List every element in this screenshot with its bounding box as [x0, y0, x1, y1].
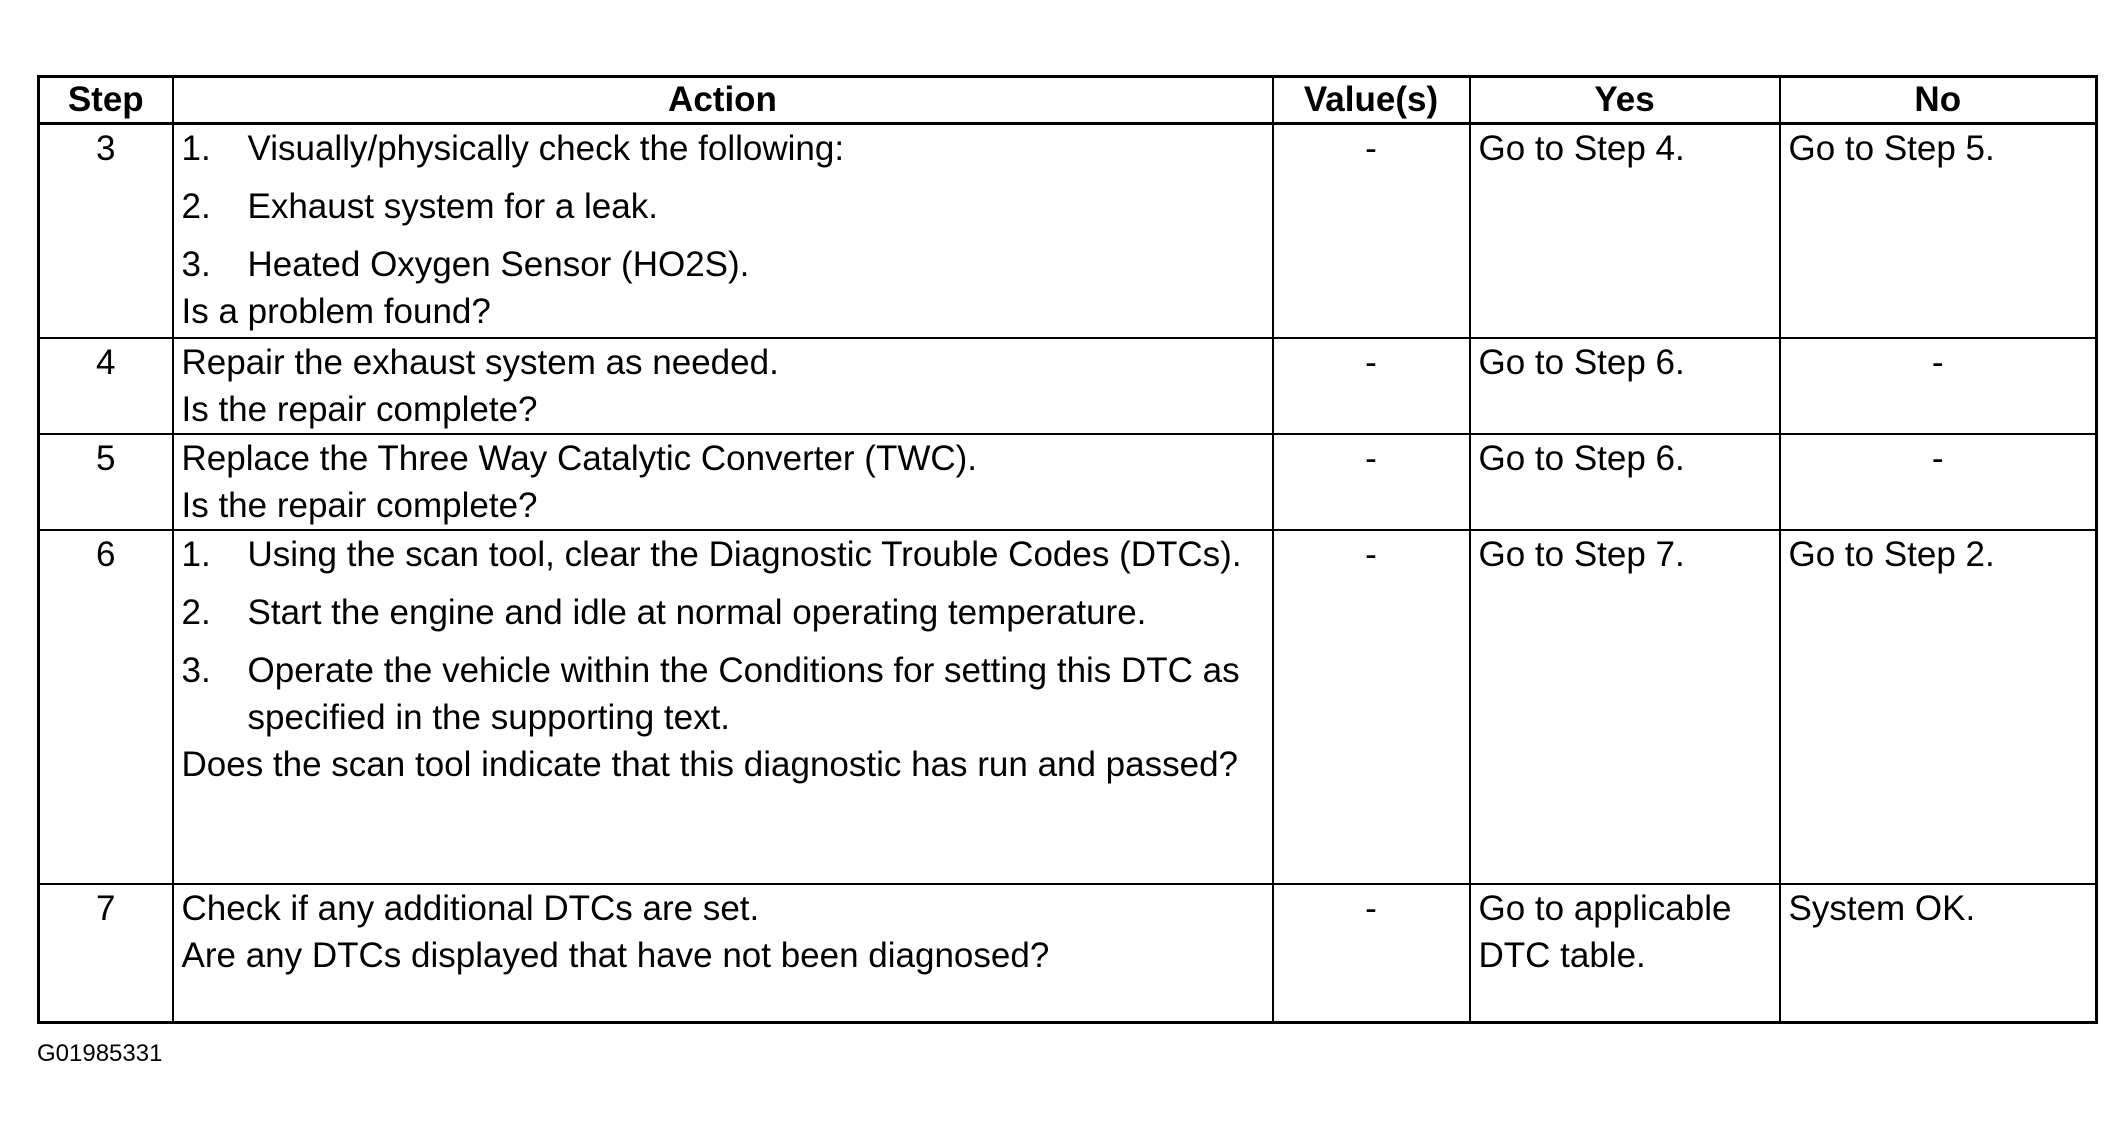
- table-row: [39, 434, 2097, 530]
- yes-cell: Go to Step 6.: [1470, 338, 1780, 434]
- value-cell: -: [1273, 434, 1470, 530]
- list-number: 2.: [181, 592, 211, 632]
- list-text: Using the scan tool, clear the Diagnostic Trouble Codes (DTCs).: [247, 534, 1242, 574]
- no-cell: Go to Step 5.: [1780, 124, 2097, 338]
- table-row: [39, 884, 2097, 1023]
- action-line: Check if any additional DTCs are set.: [181, 888, 760, 928]
- action-cell: [173, 884, 1273, 1023]
- step-number: 4: [39, 338, 173, 434]
- list-number: 1.: [181, 129, 211, 168]
- action-line: Replace the Three Way Catalytic Converter (TWC).: [181, 438, 978, 478]
- action-question: Is the repair complete?: [181, 485, 538, 525]
- header-yes: Yes: [1470, 77, 1780, 124]
- diagnostic-table: [37, 75, 2098, 1024]
- no-cell: Go to Step 2.: [1780, 530, 2097, 884]
- value-cell: -: [1273, 124, 1470, 338]
- action-question: Does the scan tool indicate that this diagnostic has run and passed?: [181, 744, 1239, 784]
- value-cell: -: [1273, 338, 1470, 434]
- no-cell: -: [1780, 434, 2097, 530]
- action-question: Is a problem found?: [181, 292, 491, 331]
- figure-code: G01985331: [37, 1040, 163, 1067]
- action-question: Are any DTCs displayed that have not been diagnosed?: [181, 935, 1050, 975]
- action-cell: [173, 338, 1273, 434]
- action-list-item: [182, 125, 1266, 172]
- yes-cell: Go to Step 6.: [1470, 434, 1780, 530]
- yes-cell: Go to applicable DTC table.: [1470, 884, 1780, 1023]
- list-text: Start the engine and idle at normal operating temperature.: [247, 592, 1147, 632]
- header-action: Action: [173, 77, 1273, 124]
- action-list-item: [182, 183, 1266, 230]
- list-text: Exhaust system for a leak.: [247, 187, 658, 226]
- header-no: No: [1780, 77, 2097, 124]
- action-line: Repair the exhaust system as needed.: [181, 342, 779, 382]
- table-row: [39, 124, 2097, 338]
- action-cell: [173, 530, 1273, 884]
- action-list-item: [182, 647, 1266, 741]
- list-text: Visually/physically check the following:: [247, 129, 845, 168]
- step-number: 5: [39, 434, 173, 530]
- step-number: 7: [39, 884, 173, 1023]
- action-list-item: [182, 531, 1266, 578]
- list-text: Heated Oxygen Sensor (HO2S).: [247, 245, 750, 284]
- no-cell: System OK.: [1780, 884, 2097, 1023]
- action-list-item: [182, 589, 1266, 636]
- header-values: Value(s): [1273, 77, 1470, 124]
- step-number: 6: [39, 530, 173, 884]
- action-cell: [173, 124, 1273, 338]
- table-row: [39, 338, 2097, 434]
- yes-cell: Go to Step 7.: [1470, 530, 1780, 884]
- list-number: 2.: [181, 187, 211, 226]
- no-cell: -: [1780, 338, 2097, 434]
- yes-cell: Go to Step 4.: [1470, 124, 1780, 338]
- header-step: Step: [39, 77, 173, 124]
- list-number: 1.: [181, 534, 211, 574]
- table-row: [39, 530, 2097, 884]
- list-number: 3.: [181, 245, 211, 284]
- value-cell: -: [1273, 530, 1470, 884]
- list-number: 3.: [181, 650, 211, 690]
- table-header-row: [39, 77, 2097, 124]
- action-list-item: [182, 241, 1266, 288]
- list-text: Operate the vehicle within the Conditions for setting this DTC as specified in the supporting text.: [247, 650, 1240, 737]
- step-number: 3: [39, 124, 173, 338]
- action-cell: [173, 434, 1273, 530]
- action-question: Is the repair complete?: [181, 389, 538, 429]
- value-cell: -: [1273, 884, 1470, 1023]
